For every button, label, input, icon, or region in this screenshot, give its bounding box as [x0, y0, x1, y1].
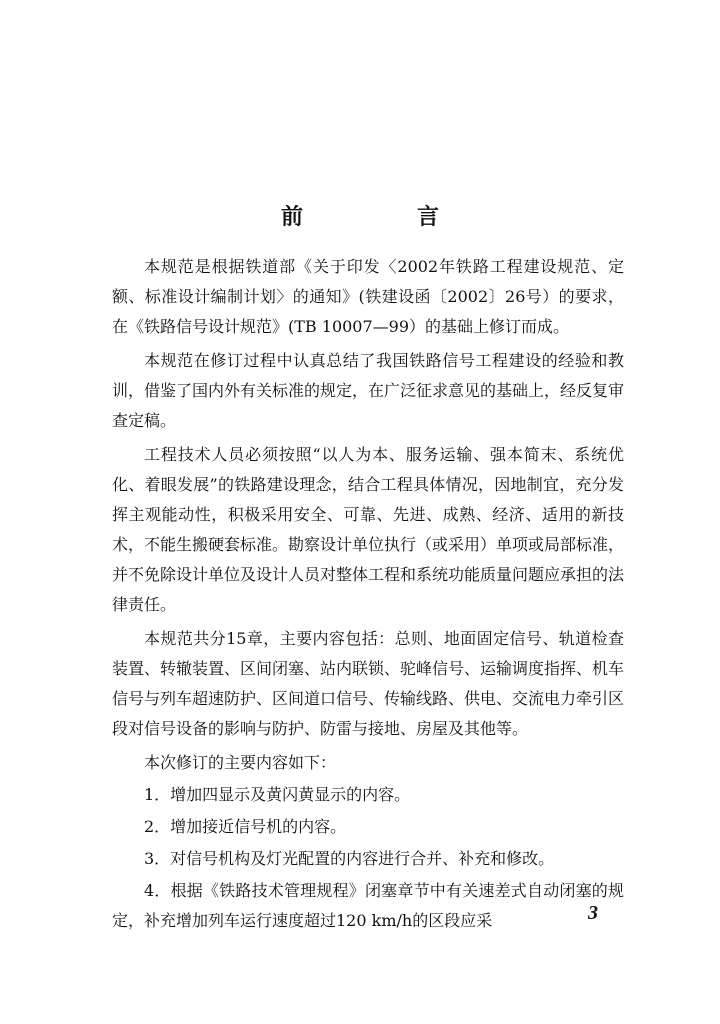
- page-number: 3: [588, 902, 598, 924]
- paragraph: 本次修订的主要内容如下：: [144, 753, 337, 772]
- body-text: [112, 252, 624, 940]
- list-item: 1．增加四显示及黄闪黄显示的内容。: [144, 785, 411, 804]
- paragraph: 工程技术人员必须按照“以人为本、服务运输、强本简末、系统优化、着眼发展”的铁路建设理念，结合工程具体情况，因地制宜，充分发挥主观能动性，积极采用安全、可靠、先进、成熟、经济、适用的新技术，不能生搬硬套标准。勘察设计单位执行（或采用）单项或局部标准，并不免除设计单位及设计人员对整体工程和系统功能质量问题应承担的法律责任。: [112, 445, 625, 614]
- list-item: 2．增加接近信号机的内容。: [144, 817, 347, 836]
- page-title: 前 言: [280, 204, 485, 230]
- list-item: 4．根据《铁路技术管理规程》闭塞章节中有关速差式自动闭塞的规定，补充增加列车运行速度超过120 km/h的区段应采: [112, 881, 624, 930]
- list-item: 3．对信号机构及灯光配置的内容进行合并、补充和修改。: [144, 849, 555, 868]
- paragraph: 本规范是根据铁道部《关于印发〈2002年铁路工程建设规范、定额、标准设计编制计划〉的通知》(铁建设函〔2002〕26号）的要求，在《铁路信号设计规范》(TB 10007—99）的基础上修订而成。: [112, 257, 624, 336]
- paragraph: 本规范共分15章，主要内容包括：总则、地面固定信号、轨道检查装置、转辙装置、区间闭塞、站内联锁、驼峰信号、运输调度指挥、机车信号与列车超速防护、区间道口信号、传输线路、供电、交流电力牵引区段对信号设备的影响与防护、防雷与接地、房屋及其他等。: [112, 629, 625, 738]
- paragraph: 本规范在修订过程中认真总结了我国铁路信号工程建设的经验和教训，借鉴了国内外有关标准的规定，在广泛征求意见的基础上，经反复审查定稿。: [112, 351, 625, 430]
